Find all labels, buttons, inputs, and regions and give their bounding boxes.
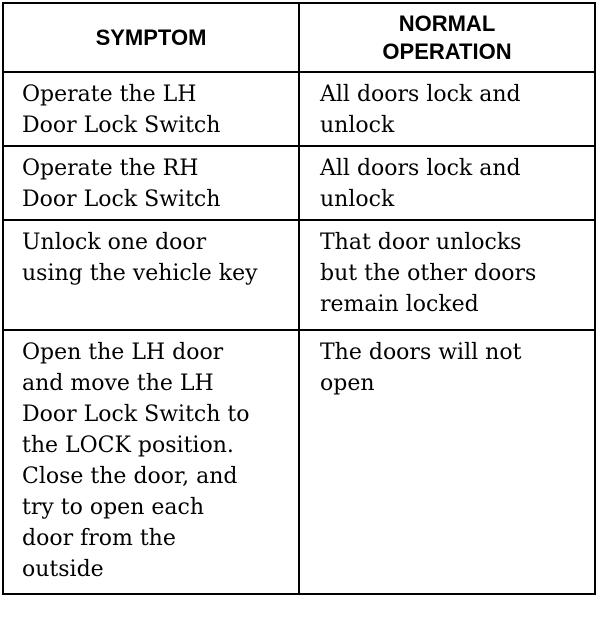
symptom-text: Open the LH door and move the LH Door Lock Switch to the LOCK position. Close the door, and try to open each door from the outside [22,340,250,582]
symptom-text: Operate the LH Door Lock Switch [22,82,221,138]
symptom-text: Unlock one door using the vehicle key [22,230,258,286]
table-row [3,146,595,220]
table-row [3,330,595,594]
symptom-cell [3,330,299,594]
header-symptom-label: SYMPTOM [95,24,207,50]
table-header-row [3,3,595,72]
normal-operation-cell [299,72,595,146]
normal-operation-cell [299,330,595,594]
symptom-table-container [2,2,596,595]
table-row [3,72,595,146]
symptom-cell [3,72,299,146]
normal-operation-cell [299,146,595,220]
symptom-cell [3,220,299,330]
normal-operation-cell [299,220,595,330]
header-normal-operation-label: NORMAL OPERATION [382,10,512,64]
normal-operation-text: The doors will not open [320,340,522,396]
normal-operation-text: All doors lock and unlock [320,82,521,138]
normal-operation-text: All doors lock and unlock [320,156,521,212]
normal-operation-text: That door unlocks but the other doors remain locked [320,230,537,317]
symptom-cell [3,146,299,220]
header-symptom [3,3,299,72]
symptom-text: Operate the RH Door Lock Switch [22,156,221,212]
table-row [3,220,595,330]
header-normal-operation [299,3,595,72]
symptom-operation-table [2,2,596,595]
